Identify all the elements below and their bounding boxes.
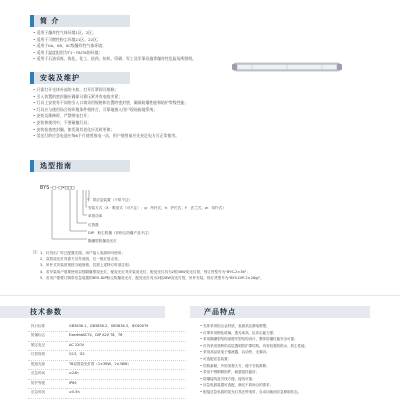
table-row [28,322,186,332]
table-cell-value: G13、G5 [66,351,186,361]
list-item: • 灯具上安装有不同的引入口请采用规格和位置的密封垫，确保防爆性能和防护等级性能； [33,100,189,106]
table-row [28,332,186,342]
table-cell-key: 灯管规格 [28,351,66,361]
list-item: • 安装检查密封圈，如发现其老化应及时更换； [33,126,115,132]
table-cell-key: 防爆标志 [28,332,66,342]
list-item: • 适用于温度组别为T1~T6/T6的环境； [33,49,103,55]
model-code: BYS-□-□×□□□ [40,185,75,191]
features-heading [190,306,370,318]
table-cell-value: T8双管荧光灯管（1×36W、2×36W） [66,360,186,370]
list-item: • 适用于IIA、IIB、IIC级爆炸性气体环境； [33,43,106,49]
list-item: • 安装和使用中，不要碰撞灯具； [33,119,91,125]
list-item: 单管功率 [88,214,103,219]
table-row [28,341,186,351]
table-row [28,360,186,370]
table-cell-value: IP65 [66,379,186,389]
notes-label: 注： [33,250,41,254]
model-code-legend [88,196,226,245]
table-cell-key: 配接光源 [28,360,66,370]
table-row [28,379,186,389]
install-heading [30,72,130,84]
table-cell-key: 额定电压 [28,341,66,351]
list-item: • 引入装置的密封圈应确保可靠压紧并有电线夹紧； [33,93,123,99]
list-item: 5、若用户需要订购带应急装置的BYS-DIP粉尘防爆荧光灯，配荧光灯具为2根28W荧光灯管，吊杆安装，则订货型号为"BYS-DIP-2×28gJ"。 [40,275,264,280]
table-cell-key: 应急时间 [28,370,66,380]
list-item: 3、吊杆式安装常规按当地规格，若需上述特订时请注明； [40,263,133,268]
tech-table [28,322,186,399]
list-item: • 应急电源装置可选配，满足不同场合的需求； [200,383,274,388]
install-title: 安装及维护 [40,74,80,82]
list-item: • 防爆接线盒引线方便，接线可靠； [200,376,256,381]
list-item: • 灯罩采用钢化玻璃，透光率高，抗冲击能力强； [200,330,277,335]
list-item: • 适用于石油采炼、炼化、化工、医药、纺织、印刷、军工及军事设施等爆炸性危险场所照明。 [33,56,197,62]
install-list [33,87,188,140]
list-item: • 灯具应与使用场合的环境条件相符合，可靠地接入用户现场接地系统； [33,106,158,112]
table-row [28,370,186,380]
list-item: • 可选配应急装置； [200,356,232,361]
list-item: 安装方式（X：吸顶式（可不注）；g：吊杆式；h：护栏式；F：法兰式；w：弯杆式） [88,206,226,211]
table-cell-value: ≥0.5h [66,389,186,399]
list-item: • 结构新颖，外形美观大方，便于安装维修； [200,363,270,368]
list-item: • 采用不锈钢紧固件，耐腐蚀性能好； [200,370,260,375]
list-item: • 配接应急电源的荧光灯具在停电时，自动切换到应急照明状态。 [200,389,302,394]
table-cell-key: 防护等级 [28,379,66,389]
list-item: • 壳体采用铝合金材质，表面高压静电喷塑； [200,324,270,328]
list-item: • 灯具采用独特的双层透明防护罩结构，具有较强的防水、防尘性能； [200,343,309,348]
table-cell-value: ExedmbⅡCT4、DIP A20 T6、T6 [66,332,186,342]
list-item: • 采用隔爆型结构加增安型结构设计，整体防爆性能安全可靠； [200,337,298,342]
list-item: 灯管数 [88,222,99,227]
list-item: • 只需打开壳体外部的卡扣，打开灯罩即可维修； [33,87,119,92]
list-item: 2、双管荧光灯具需方另外说明，仅一根灯管点亮； [40,257,122,262]
selection-heading [30,160,130,172]
table-cell-key: 应急时间 [28,389,66,399]
intro-title: 简 介 [40,17,60,25]
table-row [28,351,186,361]
list-item: 4、若安装用户需要使用双管隔爆型荧光灯，配荧光灯具安装荧光灯，配荧光灯具为2根36W荧光灯管，则订货型号为"BYS-2×36"； [40,269,251,274]
section-divider [0,295,400,296]
tech-title: 技术参数 [30,308,62,316]
table-cell-value: AC 220V [66,341,186,351]
list-item: • 采用高品质电子镇流器，启动快、无频闪； [200,350,270,355]
list-item: • 适用于爆炸性气体环境1区、2区； [33,30,96,35]
selection-title: 选型指南 [40,162,72,170]
notes-list [40,250,264,281]
list-item: • 荧光灯的应急电池应每6个月使用放电一次，用户使用前应先充足电方可正常使用。 [33,133,180,139]
intro-list [33,30,196,63]
table-cell-key: 执行标准 [28,322,66,332]
list-item: DIP：粉尘防爆（非粉尘防爆产品不注） [88,230,152,235]
features-list [200,323,308,396]
table-cell-value: GB3836.1、GB3836.2、GB3836.3、IEC60079 [66,322,186,332]
list-item: J：带应急装置（不带不注） [88,198,133,202]
table-row [28,389,186,399]
intro-heading [30,15,130,27]
list-item: • 安装及维修时，严禁带电打开； [33,113,91,119]
features-title: 产品特点 [204,308,236,316]
list-item: • 适用于可燃性粉尘环境21区、22区； [33,36,101,42]
table-cell-value: ≥24h [66,370,186,380]
product-image [232,61,342,73]
list-item: 隔爆型防爆荧光灯 [88,239,117,244]
list-item: 1、灯具出厂时已配置光源，用户接入电源即可使用； [40,251,125,255]
tech-heading [0,306,165,318]
